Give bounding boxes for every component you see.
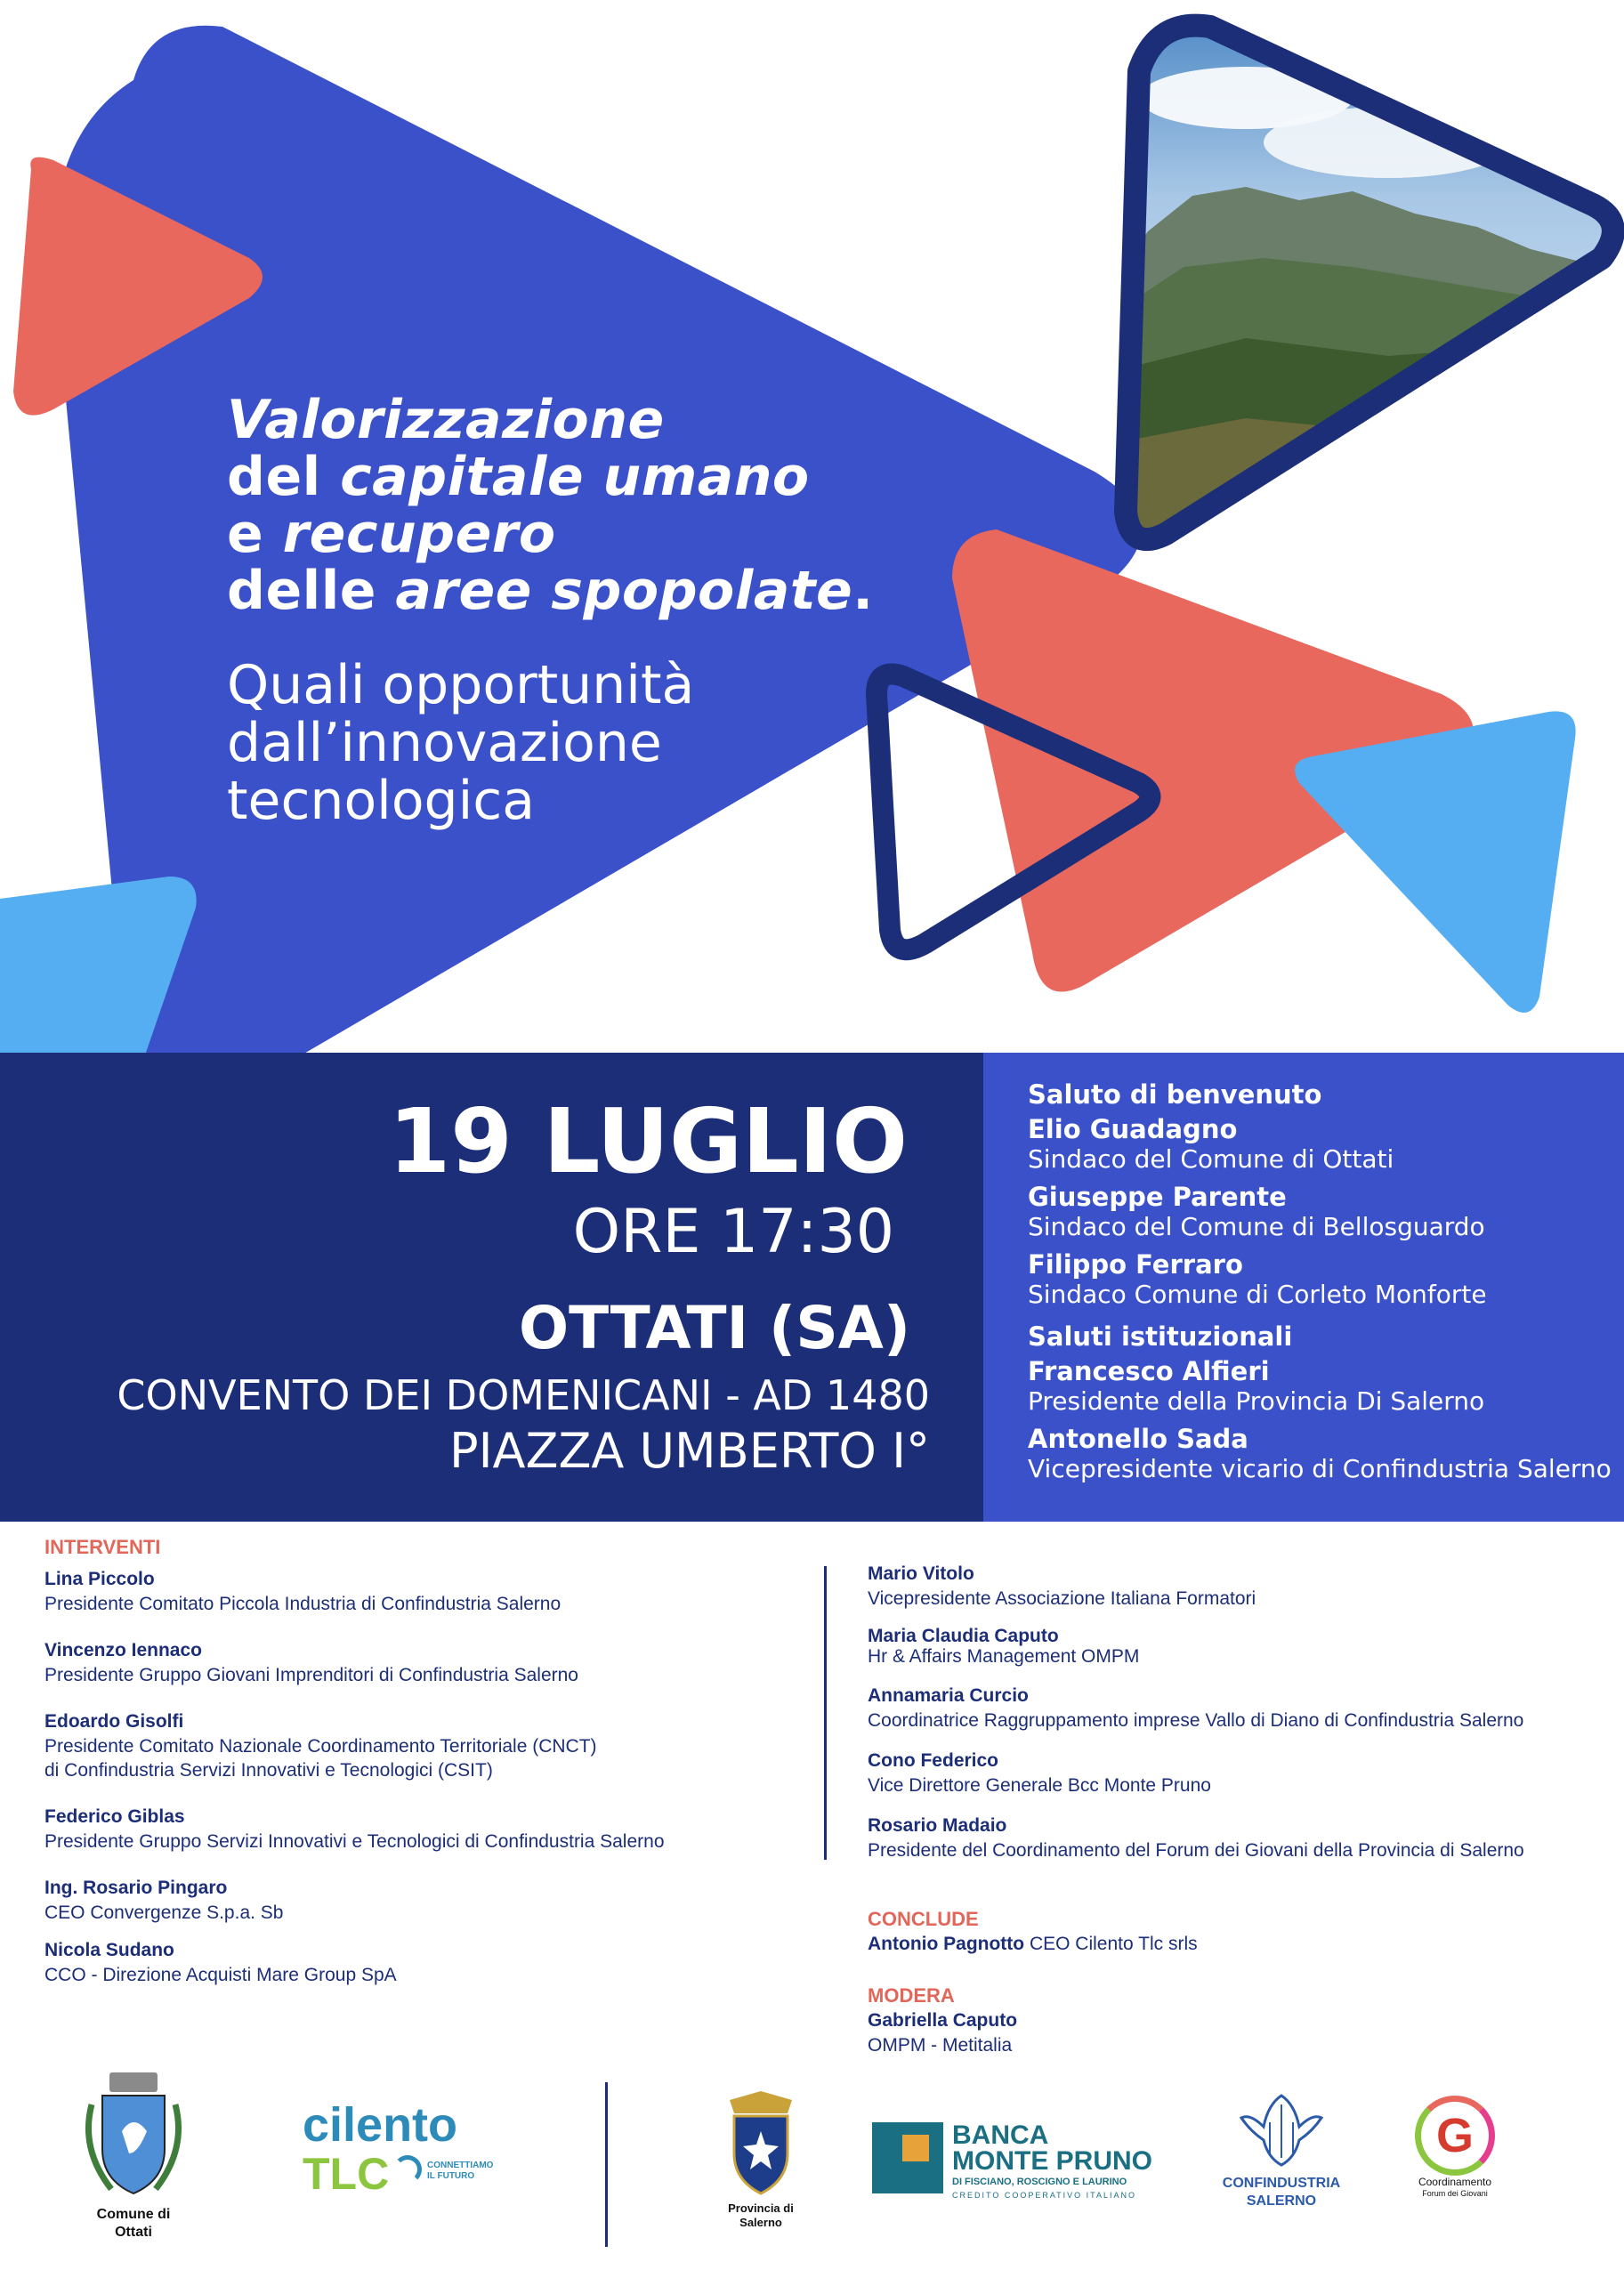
speaker-role: Sindaco del Comune di Bellosguardo (1028, 1212, 1485, 1241)
subtitle-line: dall’innovazione (227, 712, 662, 774)
speaker-name: Gabriella Caputo (868, 2010, 1018, 2031)
speaker-role: OMPM - Metitalia (868, 2035, 1013, 2056)
speaker-role: Sindaco Comune di Corleto Monforte (1028, 1280, 1487, 1309)
speaker-role: Presidente Comitato Nazionale Coordinamento Territoriale (CNCT) (44, 1736, 597, 1757)
speaker-name: Federico Giblas (44, 1806, 185, 1827)
headline-line-4-plain: delle (227, 560, 396, 622)
comune-label-1: Comune di (96, 2207, 171, 2222)
event-venue: CONVENTO DEI DOMENICANI - AD 1480 (117, 1371, 930, 1419)
speaker-role: Presidente del Coordinamento del Forum dei Giovani della Provincia di Salerno (868, 1840, 1524, 1861)
speaker-role: Vicepresidente vicario di Confindustria Salerno (1028, 1454, 1612, 1483)
bank-name-4: CREDITO COOPERATIVO ITALIANO (952, 2191, 1137, 2200)
headline-line-3-italic: recupero (282, 503, 556, 565)
g-letter: G (1435, 2109, 1474, 2162)
main-headline (227, 389, 957, 622)
speaker-role: Vicepresidente Associazione Italiana Formatori (868, 1588, 1256, 1609)
column-divider (824, 1566, 827, 1860)
speaker-role: Coordinatrice Raggruppamento imprese Vallo di Diano di Confindustria Salerno (868, 1710, 1524, 1731)
sky-triangle-right (1295, 711, 1576, 1013)
speaker-role: CCO - Direzione Acquisti Mare Group SpA (44, 1965, 397, 1985)
list-item (44, 1709, 810, 1782)
confindustria-label-1: CONFINDUSTRIA (1222, 2176, 1341, 2191)
speaker-role: di Confindustria Servizi Innovativi e Tecnologici (CSIT) (44, 1760, 493, 1781)
headline-line-4-end: . (852, 560, 874, 622)
speaker-name: Filippo Ferraro (1028, 1249, 1243, 1280)
speaker-name: Mario Vitolo (868, 1563, 974, 1584)
speaker-name: Elio Guadagno (1028, 1114, 1238, 1144)
headline-line-2-italic: capitale umano (340, 446, 810, 508)
conclude-section (868, 1907, 1615, 1957)
bank-square-icon (872, 2122, 943, 2193)
cilento-tagline-2: IL FUTURO (427, 2171, 475, 2181)
speaker-role: CEO Cilento Tlc srls (1024, 1934, 1198, 1954)
modera-heading: MODERA (868, 1984, 955, 2007)
headline-line-4-italic: aree spopolate (395, 560, 853, 622)
provincia-logo (712, 2091, 810, 2242)
conclude-heading: CONCLUDE (868, 1908, 979, 1930)
speaker-role: Presidente della Provincia Di Salerno (1028, 1386, 1485, 1416)
wifi-icon (393, 2155, 422, 2184)
speaker-role: Presidente Gruppo Servizi Innovativi e Tecnologici di Confindustria Salerno (44, 1831, 665, 1852)
list-item (44, 1938, 810, 1987)
speaker-name: Antonio Pagnotto (868, 1934, 1025, 1954)
event-date: 19 LUGLIO (388, 1089, 908, 1193)
speaker-name: Cono Federico (868, 1750, 999, 1771)
bank-name-3: DI FISCIANO, ROSCIGNO E LAURINO (952, 2177, 1127, 2187)
coordinamento-logo (1406, 2096, 1504, 2211)
tlc-word: TLC (303, 2149, 390, 2199)
banca-monte-pruno-logo (872, 2122, 1166, 2207)
list-item (44, 1567, 810, 1616)
event-square: PIAZZA UMBERTO I° (449, 1423, 930, 1479)
cilento-tagline-1: CONNETTIAMO (427, 2161, 494, 2170)
speaker-name: Antonello Sada (1028, 1424, 1248, 1454)
speaker-name: Edoardo Gisolfi (44, 1711, 184, 1732)
speaker-name: Francesco Alfieri (1028, 1356, 1270, 1386)
speaker-role: Presidente Gruppo Giovani Imprenditori di Confindustria Salerno (44, 1665, 578, 1685)
provincia-label-2: Salerno (739, 2216, 782, 2229)
subtitle-line: Quali opportunità (227, 654, 695, 716)
g-circle-icon (1415, 2096, 1495, 2176)
list-item (868, 1627, 1615, 1668)
list-item (44, 1805, 810, 1854)
bank-name-1: BANCA (952, 2120, 1049, 2150)
speaker-role: Vice Direttore Generale Bcc Monte Pruno (868, 1775, 1211, 1796)
speaker-name: Giuseppe Parente (1028, 1182, 1287, 1212)
bank-name-2: MONTE PRUNO (952, 2146, 1152, 2176)
speaker-role: Presidente Comitato Piccola Industria di Confindustria Salerno (44, 1594, 562, 1614)
confindustria-logo (1215, 2087, 1348, 2211)
institutional-heading: Saluti istituzionali (1028, 1321, 1293, 1352)
interventi-right-column (868, 1562, 1615, 2073)
speaker-name: Ing. Rosario Pingaro (44, 1878, 228, 1898)
speaker-name: Nicola Sudano (44, 1940, 174, 1960)
comune-label-2: Ottati (115, 2225, 152, 2240)
coordinamento-label-1: Coordinamento (1418, 2176, 1492, 2188)
speaker-name: Maria Claudia Caputo (868, 1626, 1059, 1646)
headline-line-2-plain: del (227, 446, 341, 508)
provincia-label-1: Provincia di (728, 2201, 794, 2215)
confindustria-label-2: SALERNO (1246, 2193, 1317, 2209)
headline-subtitle (227, 654, 957, 832)
crest-icon (76, 2069, 191, 2202)
event-time: ORE 17:30 (572, 1197, 894, 1267)
headline-line-1: Valorizzazione (227, 389, 665, 451)
headline-line-3-plain: e (227, 503, 283, 565)
speaker-name: Lina Piccolo (44, 1569, 155, 1589)
greetings-list (1028, 1075, 1615, 1491)
comune-logo (76, 2069, 191, 2247)
speaker-name: Rosario Madaio (868, 1815, 1007, 1836)
list-item (44, 1876, 810, 1925)
speaker-role: Sindaco del Comune di Ottati (1028, 1144, 1394, 1174)
speaker-role: Hr & Affairs Management OMPM (868, 1646, 1140, 1667)
list-item (868, 1749, 1615, 1797)
list-item (868, 1814, 1615, 1862)
cilento-tlc-logo (303, 2100, 516, 2198)
list-item (44, 1638, 810, 1687)
speaker-name: Vincenzo Iennaco (44, 1640, 202, 1660)
event-place: OTTATI (SA) (519, 1294, 910, 1362)
interventi-heading: INTERVENTI (44, 1536, 161, 1558)
provincia-crest-icon (712, 2091, 810, 2198)
speaker-role: CEO Convergenze S.p.a. Sb (44, 1902, 284, 1923)
list-item (868, 1562, 1615, 1611)
welcome-heading: Saluto di benvenuto (1028, 1079, 1322, 1110)
list-item (868, 1684, 1615, 1733)
subtitle-line: tecnologica (227, 770, 536, 832)
logo-divider (605, 2082, 608, 2247)
speaker-name: Annamaria Curcio (868, 1685, 1029, 1706)
modera-section (868, 1983, 1615, 2057)
cilento-word: cilento (303, 2098, 458, 2152)
eagle-icon (1215, 2087, 1348, 2171)
interventi-left-column (44, 1535, 810, 2009)
coordinamento-label-2: Forum dei Giovani (1422, 2189, 1488, 2198)
